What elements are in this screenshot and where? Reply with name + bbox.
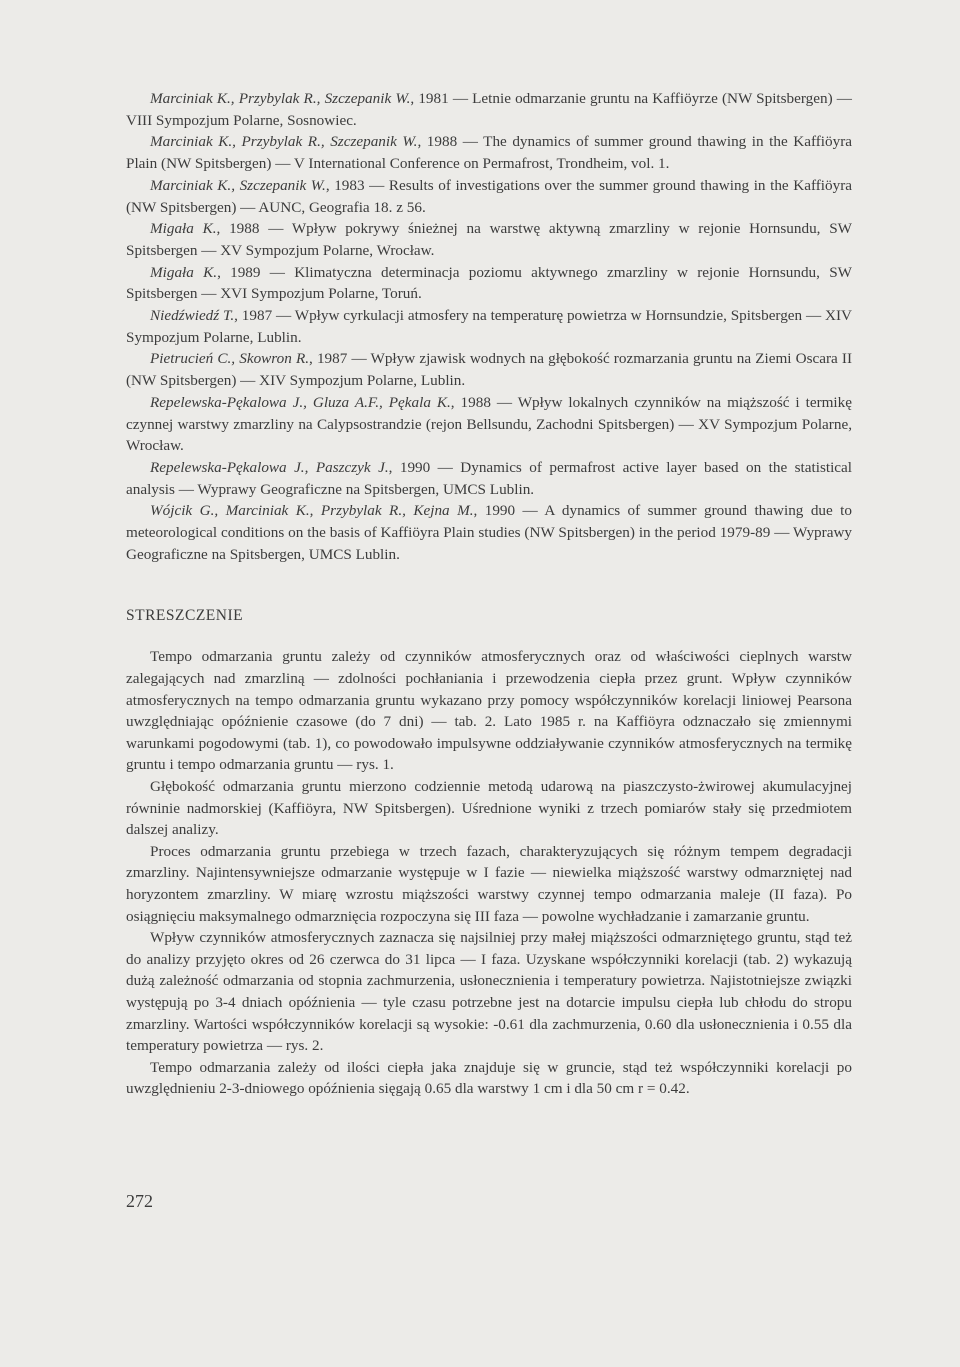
reference-item [126,305,852,348]
reference-text: , 1989 — Klimatyczna determinacja poziomu aktywnego zmarzliny w rejonie Hornsundu, SW Spitsbergen — XVI Sympozjum Polarne, Toruń. [126,263,852,303]
reference-authors: Repelewska-Pękalowa J., Gluza A.F., Pękala K. [150,393,451,411]
section-heading: STRESZCZENIE [126,607,244,625]
summary-section [126,646,852,1099]
reference-text: , 1988 — The dynamics of summer ground thawing in the Kaffiöyra Plain (NW Spitsbergen) — V International Conference on Permafrost, Trondheim, vol. 1. [126,133,853,173]
reference-item [126,262,852,305]
reference-authors: Wójcik G., Marciniak K., Przybylak R., Kejna M. [150,502,474,520]
summary-paragraph: Wpływ czynników atmosferycznych zaznacza się najsilniej przy małej miąższości odmarzniętego gruntu, stąd też do analizy przyjęto okres od 26 czerwca do 31 lipca — I faza. Uzyskane współczynniki korelacji (tab. 2) wykazują dużą zależność odmarzania od stopnia zachmurzenia, usłonecznienia i temperatury powietrza. Najistotniejsze związki występują po 3-4 dniach opóźnienia — tyle czasu potrzebne jest na dotarcie impulsu ciepła lub chłodu do stropu zmarzliny. Wartości współczynników korelacji są wysokie: -0.61 dla zachmurzenia, 0.60 dla usłonecznienia i 0.55 dla temperatury powietrza — rys. 2. [126,929,852,1055]
reference-authors: Pietrucień C., Skowron R. [150,350,310,368]
page-content [126,88,852,1100]
reference-item [126,88,852,131]
reference-item [126,131,852,174]
reference-authors: Marciniak K., Szczepanik W. [150,176,326,194]
reference-authors: Migała K. [150,220,217,238]
reference-item [126,218,852,261]
reference-text: , 1988 — Wpływ pokrywy śnieżnej na warstwę aktywną zmarzliny w rejonie Hornsundu, SW Spitsbergen — XV Sympozjum Polarne, Wrocław. [126,220,852,259]
reference-item [126,348,852,391]
summary-paragraph: Proces odmarzania gruntu przebiega w trzech fazach, charakteryzujących się różnym tempem degradacji zmarzliny. Najintensywniejsze odmarzanie występuje w I fazie — niewielka miąższość warstwy odmarzniętej nad horyzontem zmarzliny. W miarę wzrostu miąższości warstwy czynnej tempo odmarzania maleje (II faza). Po osiągnięciu maksymalnego odmarznięcia rozpoczyna się III faza — powolne wychładzanie i zamarzanie gruntu. [126,842,852,925]
page-number: 272 [126,1191,153,1211]
reference-text: , 1990 — A dynamics of summer ground thawing due to meteorological conditions on the basis of Kaffiöyra Plain studies (NW Spitsbergen) in the period 1979-89 — Wyprawy Geograficzne na Spitsbergen, UMCS Lublin. [126,502,852,563]
reference-item [126,457,852,500]
summary-paragraph: Tempo odmarzania gruntu zależy od czynników atmosferycznych oraz od właściwości cieplnych warstw zalegających nad zmarzliną — zdolności pochłaniania i przewodzenia ciepła przez grunt. Wpływ czynników atmosferycznych na tempo odmarzania gruntu wykazano przy pomocy współczynników korelacji liniowej Pearsona uwzględniając opóźnienie czasowe (do 7 dni) — tab. 2. Lato 1985 r. na Kaffiöyra odznaczało się zmiennymi warunkami pogodowymi (tab. 1), co powodowało impulsywne oddziaływanie czynników atmosferycznych na termikę gruntu i tempo odmarzania gruntu — rys. 1. [126,648,852,774]
summary-paragraph: Tempo odmarzania zależy od ilości ciepła jaka znajduje się w gruncie, stąd też współczynniki korelacji po uwzględnieniu 2-3-dniowego opóźnienia sięgają 0.65 dla warstwy 1 cm i dla 50 cm r = 0.42. [126,1058,852,1098]
reference-text: , 1981 — Letnie odmarzanie gruntu na Kaffiöyrze (NW Spitsbergen) — VIII Sympozjum Polarne, Sosnowiec. [126,90,852,129]
summary-paragraph: Głębokość odmarzania gruntu mierzono codziennie metodą udarową na piaszczysto-żwirowej akumulacyjnej równinie nadmorskiej (Kaffiöyra, NW Spitsbergen). Uśrednione wyniki z trzech pomiarów stały się przedmiotem dalszej analizy. [126,778,852,839]
reference-text: , 1990 — Dynamics of permafrost active layer based on the statistical analysis — Wyprawy Geograficzne na Spitsbergen, UMCS Lublin. [126,458,852,498]
reference-authors: Repelewska-Pękalowa J., Paszczyk J. [150,458,389,476]
reference-authors: Marciniak K., Przybylak R., Szczepanik W. [150,90,411,107]
reference-text: , 1988 — Wpływ lokalnych czynników na miąższość i termikę czynnej warstwy zmarzliny na Calypsostrandzie (rejon Bellsundu, Zachodni Spitsbergen) — XV Sympozjum Polarne, Wrocław. [126,393,852,455]
reference-item [126,500,852,565]
reference-text: , 1983 — Results of investigations over the summer ground thawing in the Kaffiöyra (NW Spitsbergen) — AUNC, Geografia 18. z 56. [126,176,852,216]
reference-authors: Niedźwiedź T. [150,307,235,325]
references-list [126,88,852,565]
reference-item [126,392,852,457]
reference-item [126,175,852,218]
reference-text: , 1987 — Wpływ zjawisk wodnych na głębokość rozmarzania gruntu na Ziemi Oscara II (NW Spitsbergen) — XIV Sympozjum Polarne, Lublin. [126,350,852,390]
reference-text: , 1987 — Wpływ cyrkulacji atmosfery na temperaturę powietrza w Hornsundzie, Spitsbergen — XIV Sympozjum Polarne, Lublin. [126,307,852,346]
reference-authors: Migała K. [150,263,218,281]
reference-authors: Marciniak K., Przybylak R., Szczepanik W. [150,133,418,151]
